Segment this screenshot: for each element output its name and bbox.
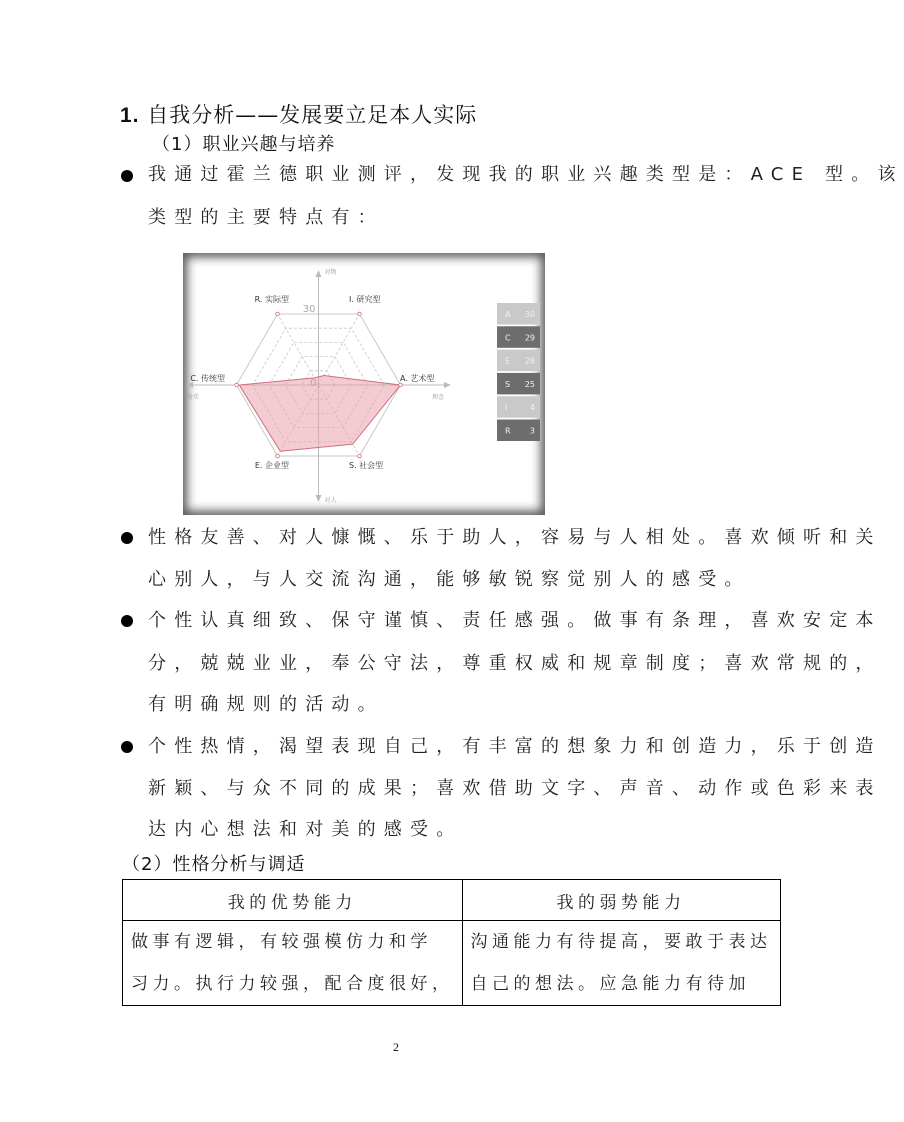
heading-text: 自我分析——发展要立足本人实际	[147, 103, 478, 127]
bullet-3-line-1: 个性认真细致、保守谨慎、责任感强。做事有条理，喜欢安定本	[148, 610, 882, 631]
bullet-3-line-2: 分，兢兢业业，奉公守法，尊重权威和规章制度；喜欢常规的，	[148, 653, 882, 674]
bullet-4-line-1: 个性热情，渴望表现自己，有丰富的想象力和创造力，乐于创造	[148, 736, 882, 757]
bullet-2-line-2: 心别人，与人交流沟通，能够敏锐察觉别人的感受。	[148, 569, 751, 590]
axis-label: E. 企业型	[254, 461, 289, 470]
legend-key: C	[505, 333, 511, 343]
legend-key: E	[505, 356, 511, 366]
direction-label-left: 务实	[187, 394, 200, 401]
legend-key: A	[505, 310, 511, 319]
tick-label-zero: 0	[310, 378, 317, 389]
vertex-point	[276, 454, 280, 458]
holland-radar-chart	[183, 253, 545, 515]
grid-spoke	[319, 314, 360, 385]
cell-line: 习力。执行力较强，配合度很好，	[131, 974, 454, 994]
vertex-point	[358, 454, 362, 458]
legend-value: 25	[524, 379, 535, 389]
legend-value: 28	[524, 356, 535, 366]
vertex-point	[358, 312, 362, 316]
tick-label-max: 30	[302, 304, 316, 315]
direction-label-right: 理念	[432, 394, 445, 401]
bullet-1-line-2: 类型的主要特点有：	[148, 207, 384, 228]
legend-value: 30	[524, 310, 535, 319]
legend-key: R	[505, 426, 511, 436]
axis-label: R. 实际型	[254, 295, 289, 304]
legend-value: 4	[529, 403, 535, 413]
page-number: 2	[393, 1040, 399, 1054]
cell-line: 做事有逻辑，有较强模仿力和学	[131, 932, 432, 952]
bullet-2-line-1: 性格友善、对人慷慨、乐于助人，容易与人相处。喜欢倾听和关	[148, 527, 882, 548]
bullet-icon	[121, 532, 133, 544]
cell-line: 自己的想法。应急能力有待加	[470, 974, 750, 994]
direction-label-up: 对物	[324, 269, 337, 276]
heading-number: 1.	[120, 104, 140, 127]
ability-table	[122, 879, 781, 1006]
radar-svg	[183, 253, 545, 515]
bullet-4-line-2: 新颖、与众不同的成果；喜欢借助文字、声音、动作或色彩来表	[148, 778, 882, 799]
bullet-3-line-3: 有明确规则的活动。	[148, 694, 384, 715]
legend-key: S	[505, 379, 511, 389]
vertex-point	[276, 312, 280, 316]
subheading-career-interest: （1）职业兴趣与培养	[152, 134, 336, 155]
table-row	[123, 921, 781, 1006]
legend-value: 29	[524, 333, 535, 343]
cell-line: 沟通能力有待提高，要敢于表达	[470, 932, 772, 952]
bullet-1-line-1: 我通过霍兰德职业测评，发现我的职业兴趣类型是：ACE 型。该	[148, 164, 904, 185]
weaknesses-cell	[462, 921, 780, 1006]
vertex-point	[235, 383, 239, 387]
axis-label: C. 传统型	[190, 374, 225, 383]
legend-value: 3	[529, 426, 535, 436]
data-polygon	[239, 376, 400, 452]
axis-label: A. 艺术型	[400, 374, 435, 383]
bullet-icon	[121, 615, 133, 627]
bullet-4-line-3: 达内心想法和对美的感受。	[148, 819, 463, 840]
direction-label-down: 对人	[324, 497, 337, 504]
section-heading	[120, 99, 477, 129]
header-strengths: 我的优势能力	[123, 880, 463, 921]
vertex-point	[399, 383, 403, 387]
grid-spoke	[278, 314, 319, 385]
legend-key: I	[505, 403, 508, 413]
bullet-icon	[121, 170, 133, 182]
bullet-icon	[121, 741, 133, 753]
header-weaknesses: 我的弱势能力	[462, 880, 780, 921]
axis-label: I. 研究型	[349, 295, 381, 304]
subheading-personality: （2）性格分析与调适	[122, 854, 306, 875]
axis-label: S. 社会型	[349, 461, 384, 470]
strengths-cell	[123, 921, 463, 1006]
